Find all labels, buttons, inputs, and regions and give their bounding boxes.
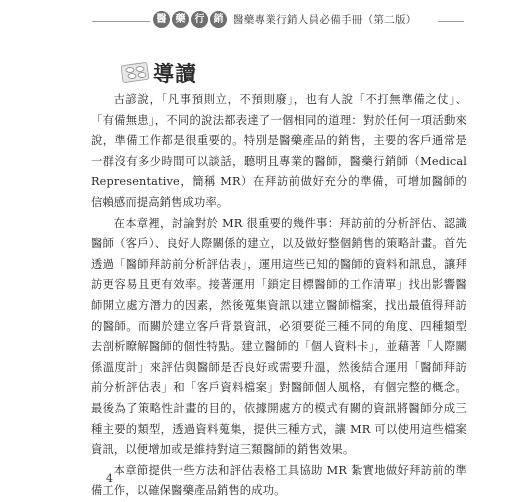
paragraph: 本章節提供一些方法和評估表格工具協助 MR 紮實地做好拜訪前的準備工作，以確保醫藥產品銷售的成功。 [91,463,467,498]
body-text [91,90,467,502]
header-badge: 醫 [153,11,170,28]
paragraph: 在本章裡，討論對於 MR 很重要的幾件事：拜訪前的分析評估、認識醫師（客戶）、良好人際關係的建立，以及做好整個銷售的策略計畫。首先透過「醫師拜訪前分析評估表」，運用這些已知的醫師的資料和訊息，讓拜訪更容易且更有效率。接著運用「鎖定目標醫師的工作清單」找出影響醫師開立處方潛力的因素，然後蒐集資訊以建立醫師檔案，找出最值得拜訪的醫師。而關於建立客戶背景資訊，必須要從三種不同的角度、四種類型去剖析瞭解醫師的個性特點。建立醫師的「個人資料卡」，並藉著「人際關係溫度計」來評估與醫師是否良好或需要升溫，然後結合運用「醫師拜訪前分析評估表」和「客戶資料檔案」對醫師個人風格，有個完整的概念。最後為了策略性計畫的目的，依據開處方的模式有關的資訊將醫師分成三種主要的類型，透過資料蒐集，提供三種方式，讓 MR 可以使用這些檔案資訊，以便增加或是維持對這三類醫師的銷售效果。 [91,216,467,457]
header-rule-right [438,21,464,22]
section-title: 導讀 [153,62,197,86]
header-badge: 藥 [172,11,189,28]
header-badges [153,11,227,28]
header-badge: 行 [191,11,208,28]
pills-icon [121,61,151,85]
book-title: 醫藥專業行銷人員必備手冊（第二版） [233,14,417,26]
paragraph: 古諺說，「凡事預則立，不預則廢」，也有人說「不打無準備之仗」、「有備無患」，不同的說法都表達了一個相同的道理：對於任何一項活動來說，準備工作都是很重要的。特別是醫藥產品的銷售，主要的客戶通常是一群沒有多少時間可以談話，聽明且專業的醫師，醫藥行銷師（Medical Representative，簡稱 MR）在拜訪前做好充分的準備，可增加醫師的信賴感而提高銷售成功率。 [91,93,467,209]
running-header [0,8,520,30]
page-number: 4 [106,472,113,485]
header-badge: 銷 [210,11,227,28]
header-rule-left [92,21,150,22]
